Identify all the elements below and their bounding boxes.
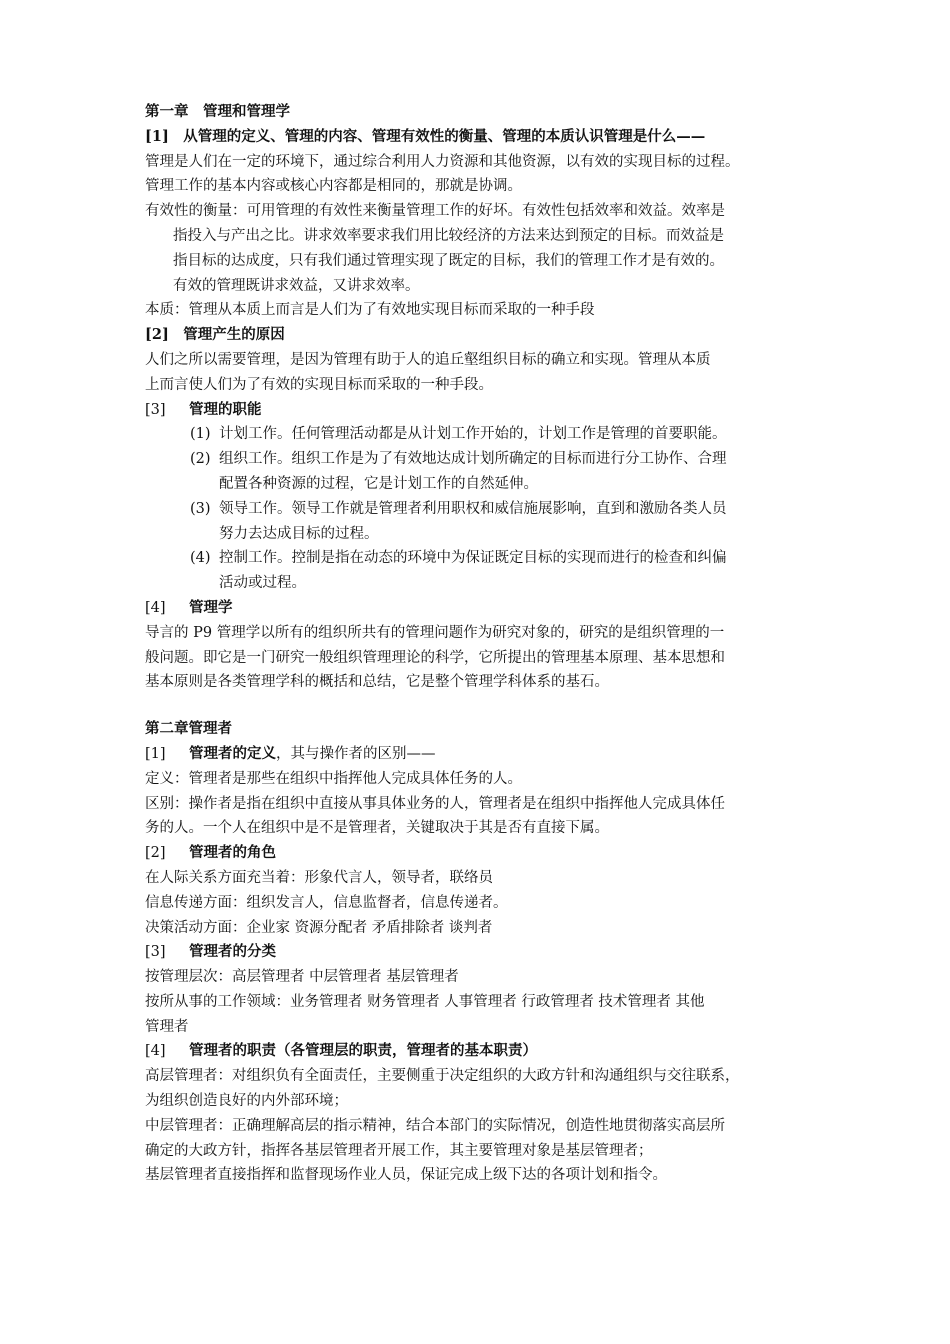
section-1-heading: [1] 从管理的定义、管理的内容、管理有效性的衡量、管理的本质认识管理是什么—— — [145, 127, 706, 145]
section-title: 管理的职能 — [189, 400, 262, 418]
list-number: (3) — [190, 500, 211, 517]
paragraph-line: 导言的 P9 管理学以所有的组织所共有的管理问题作为研究对象的，研究的是组织管理的一 — [145, 624, 725, 641]
paragraph-line: 指投入与产出之比。讲求效率要求我们用比较经济的方法来达到预定的目标。而效益是 — [173, 227, 724, 244]
chapter-spacer — [145, 695, 810, 717]
section-2-heading — [145, 841, 810, 866]
section-4-heading — [145, 596, 810, 621]
paragraph-line: 基层管理者直接指挥和监督现场作业人员，保证完成上级下达的各项计划和指令。 — [145, 1167, 667, 1184]
section-number: [4] — [145, 599, 166, 616]
list-item: (4) 控制工作。控制是指在动态的环境中为保证既定目标的实现而进行的检查和纠偏 — [145, 546, 810, 571]
paragraph-line: 管理工作的基本内容或核心内容都是相同的，那就是协调。 — [145, 178, 522, 195]
list-item: (1) 计划工作。任何管理活动都是从计划工作开始的，计划工作是管理的首要职能。 — [145, 422, 810, 447]
paragraph-line: 本质：管理从本质上而言是人们为了有效地实现目标而采取的一种手段 — [145, 302, 595, 319]
section-number: [4] — [145, 1043, 166, 1060]
paragraph-line: 高层管理者：对组织负有全面责任，主要侧重于决定组织的大政方针和沟通组织与交往联系， — [145, 1068, 740, 1085]
paragraph-line: 有效的管理既讲求效益，又讲求效率。 — [173, 277, 420, 294]
paragraph-line: 基本原则是各类管理学科的概括和总结，它是整个管理学科体系的基石。 — [145, 674, 609, 691]
document-page — [145, 100, 810, 1188]
list-item-continuation: 活动或过程。 — [219, 575, 306, 592]
list-number: (4) — [190, 550, 211, 567]
section-3-heading — [145, 940, 810, 965]
section-title: 管理学 — [189, 598, 233, 616]
paragraph-line: 为组织创造良好的内外部环境； — [145, 1093, 348, 1110]
paragraph-line: 按管理层次：高层管理者 中层管理者 基层管理者 — [145, 969, 459, 986]
section-number: [1] — [145, 745, 166, 762]
paragraph-line: 务的人。一个人在组织中是不是管理者，关键取决于其是否有直接下属。 — [145, 820, 609, 837]
paragraph-line: 上而言使人们为了有效的实现目标而采取的一种手段。 — [145, 376, 493, 393]
paragraph-line: 按所从事的工作领域：业务管理者 财务管理者 人事管理者 行政管理者 技术管理者 其他 — [145, 993, 705, 1010]
list-item: (3) 领导工作。领导工作就是管理者利用职权和威信施展影响，直到和激励各类人员 — [145, 497, 810, 522]
section-title: 管理者的角色 — [189, 844, 276, 862]
paragraph-line: 确定的大政方针，指挥各基层管理者开展工作，其主要管理对象是基层管理者； — [145, 1142, 653, 1159]
chapter-2-title: 第二章管理者 — [145, 720, 232, 738]
section-number: [2] — [145, 845, 166, 862]
paragraph-line: 管理者 — [145, 1018, 189, 1035]
list-item-continuation: 努力去达成目标的过程。 — [219, 525, 379, 542]
list-number: (2) — [190, 451, 211, 468]
paragraph-line: 中层管理者：正确理解高层的指示精神，结合本部门的实际情况，创造性地贯彻落实高层所 — [145, 1117, 725, 1134]
section-title-rest: ，其与操作者的区别—— — [276, 745, 436, 762]
paragraph-line: 区别：操作者是指在组织中直接从事具体业务的人，管理者是在组织中指挥他人完成具体任 — [145, 795, 725, 812]
paragraph-line: 在人际关系方面充当着：形象代言人，领导者，联络员 — [145, 869, 493, 886]
paragraph-line: 定义：管理者是那些在组织中指挥他人完成具体任务的人。 — [145, 770, 522, 787]
list-number: (1) — [190, 426, 211, 443]
list-item: (2) 组织工作。组织工作是为了有效地达成计划所确定的目标而进行分工协作、合理 — [145, 447, 810, 472]
section-title: 管理者的职责（各管理层的职责，管理者的基本职责） — [189, 1042, 537, 1060]
list-item-continuation: 配置各种资源的过程，它是计划工作的自然延伸。 — [219, 475, 538, 492]
paragraph-line: 般问题。即它是一门研究一般组织管理理论的科学，它所提出的管理基本原理、基本思想和 — [145, 649, 725, 666]
section-number: [3] — [145, 401, 166, 418]
section-2-heading: [2] 管理产生的原因 — [145, 326, 285, 344]
section-4-heading — [145, 1039, 810, 1064]
section-title: 管理者的定义 — [189, 744, 276, 762]
section-number: [3] — [145, 944, 166, 961]
paragraph-line: 决策活动方面：企业家 资源分配者 矛盾排除者 谈判者 — [145, 919, 493, 936]
chapter-1-title: 第一章 管理和管理学 — [145, 103, 290, 120]
paragraph-line: 信息传递方面：组织发言人，信息监督者，信息传递者。 — [145, 894, 508, 911]
paragraph-line: 指目标的达成度，只有我们通过管理实现了既定的目标，我们的管理工作才是有效的。 — [173, 252, 724, 269]
section-1-heading — [145, 742, 810, 767]
section-title: 管理者的分类 — [189, 943, 276, 961]
paragraph-line: 人们之所以需要管理，是因为管理有助于人的追丘壑组织目标的确立和实现。管理从本质 — [145, 351, 711, 368]
paragraph-line: 有效性的衡量：可用管理的有效性来衡量管理工作的好坏。有效性包括效率和效益。效率是 — [145, 203, 725, 220]
section-3-heading — [145, 398, 810, 423]
paragraph-line: 管理是人们在一定的环境下，通过综合利用人力资源和其他资源，以有效的实现目标的过程。 — [145, 153, 740, 170]
